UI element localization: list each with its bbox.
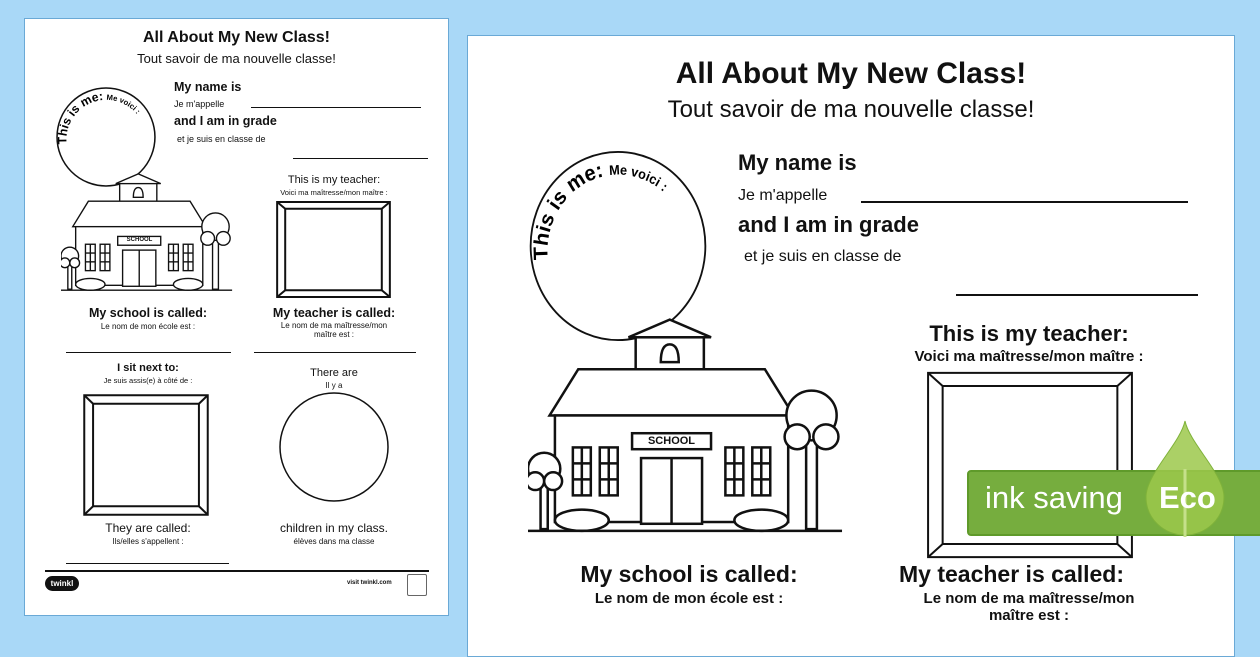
school-called-label: My school is called:	[88, 306, 208, 320]
worksheet-subtitle: Tout savoir de ma nouvelle classe!	[667, 96, 1035, 123]
teacher-called-label: My teacher is called:	[899, 561, 1124, 587]
teacher-label: This is my teacher:	[287, 174, 381, 186]
visit-twinkl-link[interactable]: visit twinkl.com	[347, 580, 392, 586]
children-label: children in my class.	[279, 521, 389, 535]
teacher-called-fr-label-1: Le nom de ma maîtresse/mon	[923, 590, 1135, 607]
worksheet-title: All About My New Class!	[675, 57, 1027, 90]
svg-text:This is me:Me voici :	[530, 158, 671, 260]
children-fr-label: élèves dans ma classe	[293, 537, 375, 546]
worksheet-preview-page[interactable]	[467, 35, 1235, 657]
this-is-me-circle	[527, 148, 709, 344]
grade-label: and I am in grade	[174, 114, 277, 128]
grade-label: and I am in grade	[738, 212, 919, 237]
teacher-called-fr-label-2: maître est :	[988, 607, 1070, 624]
this-is-me-label: This is me:	[55, 88, 104, 145]
quality-stamp-icon	[407, 574, 427, 596]
il-y-a-label: Il y a	[325, 381, 343, 390]
teacher-fr-label: Voici ma maîtresse/mon maître :	[280, 188, 388, 197]
school-illustration	[61, 171, 237, 295]
footer-divider	[45, 570, 429, 572]
classmate-name-line	[66, 563, 229, 564]
ink-saving-label: ink saving	[985, 480, 1123, 515]
teacher-name-line	[254, 352, 416, 353]
they-called-fr-label: Ils/elles s'appellent :	[112, 537, 184, 546]
teacher-called-fr-label-1: Le nom de ma maîtresse/mon	[280, 321, 388, 330]
my-name-is-label: My name is	[174, 80, 242, 94]
school-called-label: My school is called:	[580, 561, 798, 587]
svg-text:This is me:Me voici :	[55, 89, 142, 144]
grade-line	[956, 294, 1198, 296]
school-called-fr-label: Le nom de mon école est :	[100, 322, 196, 331]
school-sign-text: SCHOOL	[126, 237, 153, 243]
teacher-fr-label: Voici ma maîtresse/mon maître :	[914, 348, 1144, 365]
teacher-photo-frame	[276, 201, 391, 298]
school-name-line	[66, 352, 231, 353]
teacher-called-fr-label-2: maître est :	[313, 330, 354, 339]
twinkl-logo: twinkl	[45, 576, 79, 591]
teacher-label: This is my teacher:	[929, 321, 1129, 346]
sit-next-fr-label: Je suis assis(e) à côté de :	[103, 376, 193, 385]
class-count-circle	[279, 392, 389, 502]
grade-line	[293, 158, 428, 159]
je-mappelle-label: Je m'appelle	[174, 99, 225, 109]
eco-label: Eco	[1159, 480, 1216, 515]
my-name-is-label: My name is	[738, 150, 857, 175]
classmate-photo-frame	[83, 394, 209, 516]
school-sign-text: SCHOOL	[647, 435, 696, 447]
school-called-fr-label: Le nom de mon école est :	[594, 590, 784, 607]
they-called-label: They are called:	[105, 521, 191, 535]
je-mappelle-label: Je m'appelle	[738, 187, 828, 204]
school-illustration	[528, 316, 851, 538]
worksheet-thumbnail-page[interactable]	[24, 18, 449, 616]
this-is-me-label: This is me:	[530, 158, 606, 261]
grade-fr-label: et je suis en classe de	[744, 248, 902, 265]
sit-next-label: I sit next to:	[117, 362, 179, 374]
there-are-label: There are	[310, 367, 358, 379]
name-line	[251, 107, 421, 108]
grade-fr-label: et je suis en classe de	[177, 134, 266, 144]
name-line	[861, 201, 1188, 203]
worksheet-title: All About My New Class!	[143, 29, 330, 46]
me-voici-label: Me voici :	[106, 92, 143, 116]
worksheet-subtitle: Tout savoir de ma nouvelle classe!	[137, 51, 336, 66]
me-voici-label: Me voici :	[608, 162, 671, 195]
teacher-called-label: My teacher is called:	[272, 306, 396, 320]
